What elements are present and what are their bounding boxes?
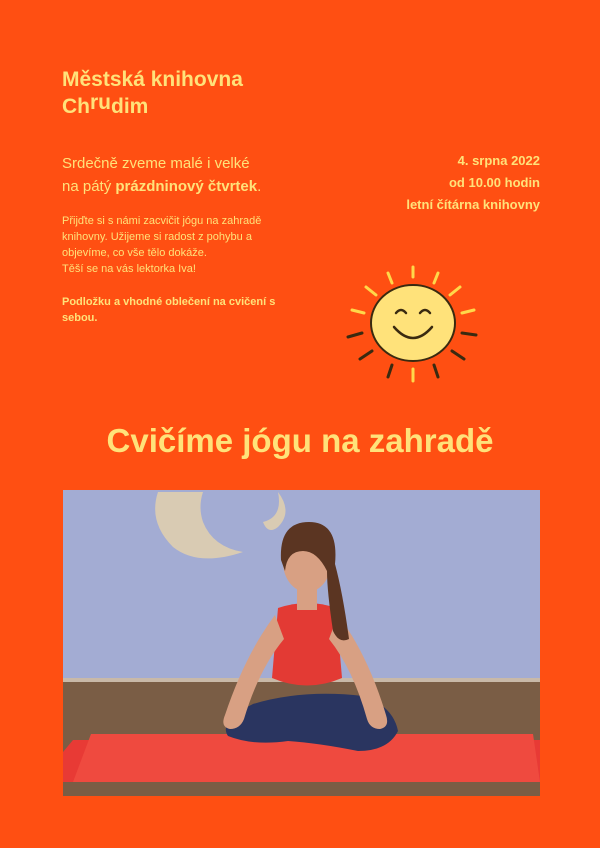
event-time: od 10.00 hodin <box>448 175 540 190</box>
logo-ru: ru <box>90 91 111 114</box>
invitation-line1: Srdečně zveme malé i velké <box>62 155 250 172</box>
event-description <box>62 213 312 277</box>
logo-line1: Městská knihovna <box>62 68 243 91</box>
logo-dim: dim <box>111 95 149 118</box>
yoga-instructor-photo <box>63 490 540 796</box>
invitation-prefix: na pátý <box>62 178 116 195</box>
invitation-line2 <box>62 175 322 198</box>
bring-note-line: sebou. <box>62 312 98 324</box>
logo-line2 <box>62 93 243 120</box>
description-line: objevíme, co vše tělo dokáže. <box>62 247 207 259</box>
event-info <box>406 150 540 216</box>
logo-ch: Ch <box>62 95 90 118</box>
library-logo <box>62 66 243 120</box>
description-line: Těší se na vás lektorka Iva! <box>62 263 196 275</box>
invitation-suffix: . <box>257 178 262 195</box>
event-place: letní čítárna knihovny <box>406 197 540 212</box>
headline: Cvičíme jógu na zahradě <box>106 422 494 459</box>
bring-note <box>62 294 302 326</box>
invitation-text <box>62 152 322 198</box>
smiling-sun-icon <box>338 265 488 385</box>
description-line: Přijďte si s námi zacvičit jógu na zahradě <box>62 215 262 227</box>
description-line: knihovny. Užijeme si radost z pohybu a <box>62 231 252 243</box>
bring-note-line: Podložku a vhodné oblečení na cvičení s <box>62 296 276 308</box>
event-date: 4. srpna 2022 <box>457 153 540 168</box>
invitation-highlight: prázdninový čtvrtek <box>115 178 258 195</box>
